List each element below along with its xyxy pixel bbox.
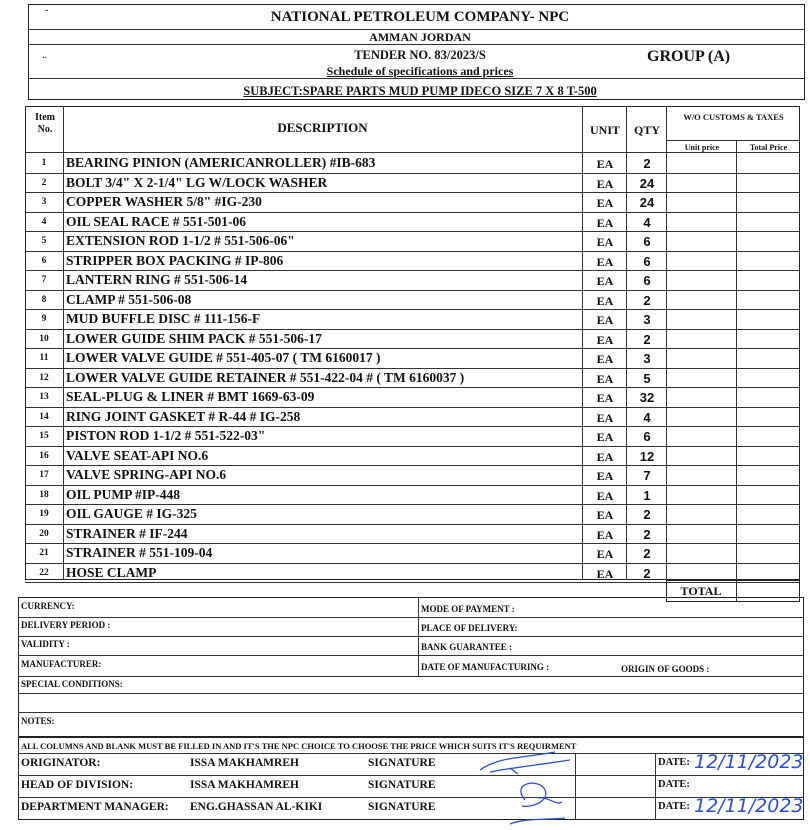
row-description: EXTENSION ROD 1-1/2 # 551-506-06": [66, 233, 295, 248]
row-item-number: 11: [39, 353, 49, 363]
row-description: LOWER VALVE GUIDE RETAINER # 551-422-04 # ( TM 6160037 ): [66, 369, 465, 385]
group-label: GROUP (A): [647, 48, 731, 65]
col-description-header: DESCRIPTION: [277, 120, 368, 135]
row-qty: 6: [643, 273, 651, 288]
row-divider: [25, 426, 800, 427]
row-unit: EA: [596, 235, 614, 249]
place-of-delivery-label: PLACE OF DELIVERY:: [421, 623, 518, 633]
row-item-number: 1: [41, 158, 47, 168]
row-unit: EA: [596, 391, 614, 405]
table-header-bottom: [25, 152, 800, 153]
row-unit: EA: [596, 352, 614, 366]
row-divider: [25, 524, 800, 525]
row-description: RING JOINT GASKET # R-44 # IG-258: [66, 408, 301, 424]
row-qty: 32: [639, 390, 655, 405]
sig-name: ISSA MAKHAMREH: [190, 779, 299, 791]
row-item-number: 6: [41, 255, 47, 266]
sig-date-value: 12/11/2023: [694, 751, 804, 773]
row-item-number: 13: [39, 392, 49, 402]
origin-of-goods-label: ORIGIN OF GOODS :: [621, 664, 710, 674]
row-qty: 12: [639, 448, 655, 464]
row-qty: 2: [643, 507, 651, 522]
bank-guarantee-label: BANK GUARANTEE :: [421, 642, 513, 652]
row-qty: 7: [643, 468, 651, 483]
row-divider: [25, 192, 800, 193]
delivery-period-label: DELIVERY PERIOD :: [21, 620, 111, 630]
col-item-line1: Item: [35, 112, 55, 123]
row-qty: 6: [643, 429, 651, 444]
row-item-number: 3: [41, 197, 47, 207]
row-qty: 4: [643, 409, 651, 425]
row-qty: 2: [643, 565, 651, 581]
row-divider: [25, 563, 800, 564]
sig-date-label: DATE:: [658, 779, 690, 790]
col-item-header: [26, 112, 64, 136]
row-qty: 3: [643, 312, 651, 327]
row-item-number: 8: [41, 294, 47, 305]
row-description: PISTON ROD 1-1/2 # 551-522-03": [66, 428, 266, 443]
row-unit: EA: [596, 508, 614, 522]
row-item-number: 16: [39, 450, 49, 461]
col-unit-price-header: Unit price: [684, 143, 720, 152]
row-description: STRAINER # IF-244: [66, 525, 188, 541]
row-unit: EA: [596, 293, 614, 308]
header-divider-3: [28, 78, 805, 79]
row-item-number: 19: [39, 509, 49, 519]
row-divider: [25, 387, 800, 388]
row-unit: EA: [596, 157, 614, 171]
row-item-number: 15: [39, 431, 49, 441]
row-item-number: 2: [41, 177, 47, 188]
row-unit: EA: [596, 469, 614, 483]
row-divider: [25, 212, 800, 213]
row-qty: 24: [639, 195, 655, 210]
row-unit: EA: [596, 449, 614, 464]
row-description: HOSE CLAMP: [66, 564, 157, 580]
row-unit: EA: [596, 176, 614, 191]
sig-name: ENG.GHASSAN AL-KIKI: [190, 801, 323, 813]
row-divider: [25, 290, 800, 291]
row-divider: [25, 329, 800, 330]
row-qty: 2: [643, 292, 651, 308]
row-item-number: 17: [39, 470, 49, 480]
row-qty: 1: [643, 487, 651, 503]
signature-squiggle-icon: [470, 748, 590, 828]
row-divider: [25, 309, 800, 310]
corner-mark: -: [45, 5, 49, 16]
row-description: VALVE SPRING-API NO.6: [66, 467, 227, 482]
row-description: CLAMP # 551-506-08: [66, 291, 192, 307]
row-unit: EA: [596, 254, 614, 269]
row-description: COPPER WASHER 5/8" #IG-230: [66, 194, 262, 209]
row-divider: [25, 465, 800, 466]
row-unit: EA: [596, 371, 614, 386]
row-unit: EA: [596, 332, 614, 347]
sig-line-0: [18, 753, 804, 754]
col-total-price-header: Total Price: [749, 143, 788, 152]
row-description: BEARING PINION (AMERICANROLLER) #IB-683: [66, 155, 376, 170]
row-description: BOLT 3/4" X 2-1/4" LG W/LOCK WASHER: [66, 174, 328, 190]
terms-line-5: [18, 693, 804, 694]
row-divider: [25, 348, 800, 349]
row-description: LOWER GUIDE SHIM PACK # 551-506-17: [66, 330, 322, 346]
sig-label: SIGNATURE: [368, 801, 436, 813]
row-qty: 2: [643, 156, 651, 171]
row-description: SEAL-PLUG & LINER # BMT 1669-63-09: [66, 389, 315, 404]
sig-label: SIGNATURE: [368, 779, 436, 791]
row-qty: 24: [639, 175, 655, 191]
row-description: STRIPPER BOX PACKING # IP-806: [66, 252, 284, 268]
sig-name: ISSA MAKHAMREH: [190, 757, 299, 769]
row-description: OIL SEAL RACE # 551-501-06: [66, 213, 247, 229]
special-conditions-label: SPECIAL CONDITIONS:: [21, 679, 123, 689]
row-divider: [25, 485, 800, 486]
row-description: VALVE SEAT-API NO.6: [66, 447, 209, 463]
row-unit: EA: [596, 547, 614, 561]
col-wo-customs-header: W/O CUSTOMS & TAXES: [683, 112, 784, 122]
date-of-manufacturing-label: DATE OF MANUFACTURING :: [421, 662, 550, 672]
row-divider: [25, 368, 800, 369]
row-description: STRAINER # 551-109-04: [66, 545, 213, 560]
row-item-number: 5: [41, 236, 47, 246]
row-qty: 4: [643, 214, 651, 230]
row-unit: EA: [596, 215, 614, 230]
col-line-item: [63, 106, 64, 580]
sig-label: SIGNATURE: [368, 757, 436, 769]
row-description: OIL GAUGE # IG-325: [66, 506, 197, 521]
row-qty: 6: [643, 234, 651, 249]
row-item-number: 10: [39, 333, 49, 344]
col-line-price: [736, 140, 737, 580]
row-divider: [25, 270, 800, 271]
row-unit: EA: [596, 274, 614, 288]
row-item-number: 12: [39, 372, 49, 383]
currency-label: CURRENCY:: [21, 601, 75, 611]
row-divider: [25, 504, 800, 505]
row-divider: [25, 543, 800, 544]
row-unit: EA: [596, 488, 614, 503]
row-divider: [25, 407, 800, 408]
row-item-number: 20: [39, 528, 49, 539]
terms-line-4: [18, 676, 804, 677]
row-description: MUD BUFFLE DISC # 111-156-F: [66, 311, 261, 326]
row-divider: [25, 251, 800, 252]
row-unit: EA: [596, 430, 614, 444]
row-divider: [25, 446, 800, 447]
subject-line: SUBJECT:SPARE PARTS MUD PUMP IDECO SIZE 7 X 8 T-500: [243, 84, 597, 98]
row-item-number: 22: [39, 567, 49, 578]
row-unit: EA: [596, 566, 614, 581]
row-description: LANTERN RING # 551-506-14: [66, 272, 248, 287]
row-qty: 2: [643, 526, 651, 542]
row-divider: [25, 231, 800, 232]
row-description: LOWER VALVE GUIDE # 551-405-07 ( TM 6160017 ): [66, 350, 381, 365]
company-name: NATIONAL PETROLEUM COMPANY- NPC: [270, 9, 570, 25]
wo-sub-divider: [667, 140, 800, 141]
sig-role: HEAD OF DIVISION:: [21, 779, 134, 791]
sig-date-label: DATE:: [658, 757, 690, 768]
row-item-number: 14: [39, 411, 49, 422]
row-unit: EA: [596, 527, 614, 542]
row-qty: 3: [643, 351, 651, 366]
sig-role: DEPARTMENT MANAGER:: [21, 801, 169, 813]
header-divider-2: [28, 44, 805, 45]
city-line: AMMAN JORDAN: [369, 30, 471, 44]
row-divider: [25, 173, 800, 174]
row-qty: 5: [643, 370, 651, 386]
row-qty: 2: [643, 546, 651, 561]
row-unit: EA: [596, 313, 614, 327]
sig-col-line-2: [655, 753, 656, 820]
row-qty: 2: [643, 331, 651, 347]
row-item-number: 9: [41, 314, 47, 324]
row-item-number: 4: [41, 216, 47, 227]
col-qty-header: QTY: [633, 123, 660, 137]
corner-mark-2: ..: [42, 50, 47, 61]
row-unit: EA: [596, 410, 614, 425]
row-item-number: 18: [39, 489, 49, 500]
total-label: TOTAL: [680, 584, 722, 598]
row-item-number: 21: [39, 548, 49, 558]
sig-date-value: 12/11/2023: [694, 795, 804, 817]
sig-line-2: [18, 797, 804, 798]
row-description: OIL PUMP #IP-448: [66, 486, 180, 502]
row-qty: 6: [643, 253, 651, 269]
terms-line-3: [18, 655, 804, 656]
mode-of-payment-label: MODE OF PAYMENT :: [421, 604, 515, 614]
terms-mid-line: [418, 597, 419, 677]
schedule-title: Schedule of specifications and prices: [326, 64, 514, 78]
col-item-line2: No.: [37, 124, 53, 135]
terms-line-2: [18, 636, 804, 637]
validity-label: VALIDITY :: [21, 639, 70, 649]
tender-number: TENDER NO. 83/2023/S: [354, 48, 486, 62]
sig-line-1: [18, 775, 804, 776]
notes-label: NOTES:: [21, 716, 55, 726]
terms-line-6: [18, 712, 804, 713]
sig-role: ORIGINATOR:: [21, 757, 101, 769]
terms-line-1: [18, 617, 804, 618]
disclaimer-text: ALL COLUMNS AND BLANK MUST BE FILLED IN AND IT'S THE NPC CHOICE TO CHOOSE THE PRICE WHICH SUITS IT'S REQUIRMENT: [21, 741, 577, 751]
row-item-number: 7: [41, 275, 47, 285]
row-unit: EA: [596, 196, 614, 210]
sig-date-label: DATE:: [658, 801, 690, 812]
manufacturer-label: MANUFACTURER:: [21, 659, 102, 669]
col-unit-header: UNIT: [589, 123, 620, 137]
